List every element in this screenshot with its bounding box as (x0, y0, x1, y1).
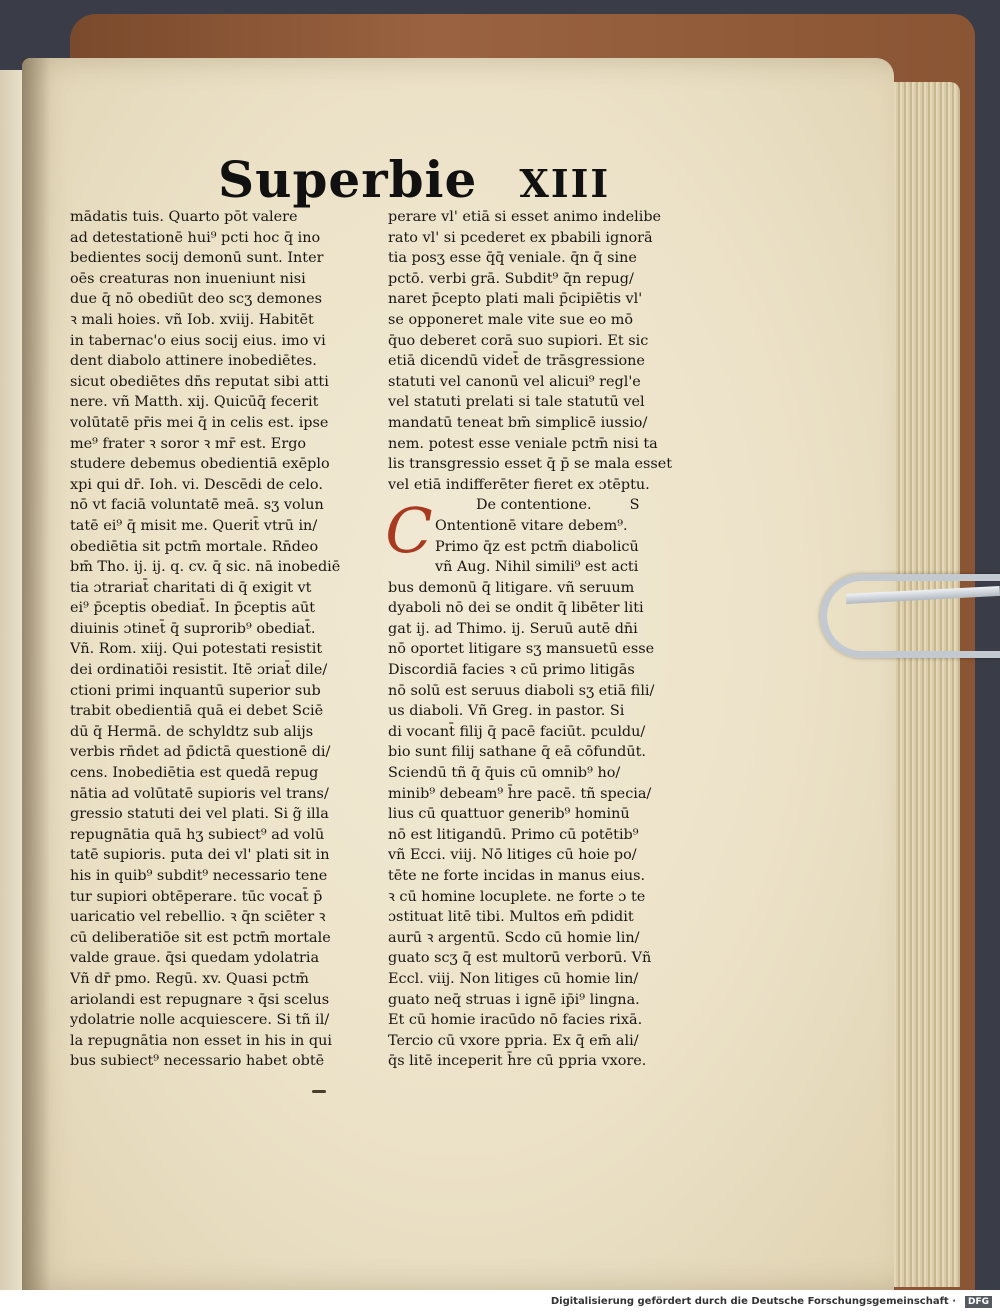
text-line: ad detestationē hui⁹ pcti hoc q̄ ino (70, 229, 321, 246)
text-line: obediētia sit pctm̄ mortale. Rn̄deo (70, 538, 319, 555)
text-line: statuti vel canonū vel alicui⁹ regl'e (388, 373, 641, 390)
text-line: Discordiā facies ꝛ cū primo litigās (388, 662, 635, 679)
running-head-title: Superbie (218, 150, 478, 209)
text-line: lis transgressio esset q̄ p̄ se mala esset (388, 456, 673, 473)
text-line: bedientes socij demonū sunt. Inter (70, 250, 324, 267)
left-text-column (70, 207, 366, 1072)
text-line: Vñ. Rom. xiij. Qui potestati resistit (70, 641, 323, 658)
text-line: studere debemus obedientiā exēplo (70, 456, 330, 473)
rubricated-initial: C (385, 494, 433, 567)
text-line: cens. Inobediētia est quedā repug (70, 765, 319, 782)
text-line: Sciendū tñ q̄ q̄uis cū omnib⁹ ho/ (388, 765, 621, 782)
text-line: ydolatrie nolle acquiescere. Si tñ il/ (70, 1012, 330, 1029)
text-line: dei ordinatiōi resistit. Itē ɔriat̄ dile/ (70, 662, 328, 679)
text-line: nere. vñ Matth. xij. Quicūq̄ fecerit (70, 394, 319, 411)
dfg-logo-icon: DFG (965, 1296, 992, 1308)
text-line: trabit obedientiā quā ei debet Sciē (70, 703, 324, 720)
text-line: ꝛ cū homine locuplete. ne forte ɔ te (388, 888, 646, 905)
right-text-column (385, 207, 688, 1072)
running-head (218, 150, 610, 209)
text-line: nō solū est seruus diaboli sʒ etiā fili/ (388, 682, 655, 699)
text-line: aurū ꝛ argentū. Scdo cū homie lin/ (388, 929, 640, 946)
text-line: ctioni primi inquantū superior sub (70, 682, 321, 699)
text-line: Tercio cū vxore ppria. Ex q̄ em̄ ali/ (388, 1032, 639, 1049)
funding-credit: Digitalisierung gefördert durch die Deutsche Forschungsgemeinschaft · (550, 1296, 956, 1307)
text-line: se opponeret male vite sue eo mō (388, 311, 634, 328)
text-line: pctō. verbi grā. Subdit⁹ q̄n repug/ (388, 270, 634, 287)
text-line: bm̄ Tho. ij. ij. q. cv. q̄ sic. nā inobediē (70, 559, 341, 576)
text-line: me⁹ frater ꝛ soror ꝛ mr̄ est. Ergo (70, 435, 307, 452)
text-line: ꝛ mali hoies. vñ Iob. xviij. Habitēt (70, 311, 314, 328)
text-line: tur supiori obtēperare. tūc vocat̄ p̄ (70, 888, 323, 905)
text-line: nō est litigandū. Primo cū potētib⁹ (388, 826, 639, 843)
text-line: uaricatio vel rebellio. ꝛ q̄n sciēter ꝛ (70, 909, 326, 926)
text-line: tatē supioris. puta dei vl' plati sit in (70, 847, 330, 864)
text-line: in tabernac'o eius socij eius. imo vi (70, 332, 326, 349)
text-line: gressio statuti dei vel plati. Si g̃ illa (70, 806, 329, 823)
text-line: verbis rn̄det ad p̄dictā questionē di/ (70, 744, 331, 761)
text-line: Eccl. viij. Non litiges cū homie lin/ (388, 970, 639, 987)
section-heading: De contentione. (476, 497, 592, 514)
text-line: nō vt faciā voluntatē meā. sʒ volun (70, 497, 324, 514)
text-line: nātia ad volūtatē supioris vel trans/ (70, 785, 329, 802)
printer-mark (312, 1090, 326, 1093)
text-line: vñ Aug. Nihil simili⁹ est acti (435, 559, 639, 576)
text-line: naret p̄cepto plati mali p̄cipiētis vl' (388, 291, 643, 308)
text-line: etiā dicendū videt̄ de trāsgressione (388, 353, 645, 370)
text-line: perare vl' etiā si esset animo indelibe (388, 209, 662, 225)
folio-number: XIII (519, 161, 611, 206)
text-line: dū q̄ Hermā. de schyldtz sub alijs (70, 723, 314, 740)
text-line: tia ɔtrariat̄ charitati di q̄ exigit vt (70, 579, 312, 596)
text-line: valde graue. q̄si quedam ydolatria (70, 950, 320, 967)
text-line: volūtatē pr̄is mei q̄ in celis est. ipse (70, 414, 329, 431)
text-line: ei⁹ p̄ceptis obediat̄. In p̄ceptis aūt (70, 600, 316, 617)
text-line: dent diabolo attinere inobediētes. (70, 353, 317, 370)
text-line: Primo q̄z est pctm̄ diabolicū (435, 538, 639, 555)
text-line: guato neq̄ struas i ignē ip̄i⁹ lingna. (388, 991, 640, 1008)
text-line: tatē ei⁹ q̄ misit me. Querit̄ vtrū in/ (70, 517, 318, 534)
text-line: Vñ dr̄ pmo. Regū. xv. Quasi pctm̄ (70, 970, 309, 987)
text-line: diuinis ɔtinet̄ q̄ suprorib⁹ obediat̄. (70, 620, 316, 637)
text-line: bus demonū q̄ litigare. vñ seruum (388, 579, 635, 596)
text-line: his in quib⁹ subdit⁹ necessario tene (70, 868, 328, 884)
text-line: di vocant̄ filij q̄ pacē faciūt. pculdu/ (388, 723, 646, 740)
text-line: xpi qui dr̄. Ioh. vi. Descēdi de celo. (70, 476, 323, 493)
text-line: repugnātia quā hʒ subiect⁹ ad volū (70, 826, 325, 843)
text-line: cū deliberatiōe sit est pctm̄ mortale (70, 929, 331, 946)
text-line: bio sunt filij sathane q̄ eā cōfundūt. (388, 744, 647, 761)
text-line: q̄uo deberet corā suo supiori. Et sic (388, 332, 649, 349)
text-line: dyaboli nō dei se ondit q̄ libēter liti (388, 600, 644, 617)
text-line: sicut obediētes dn̄s reputat sibi atti (70, 373, 329, 390)
text-line: nem. potest esse veniale pctm̄ nisi ta (388, 435, 658, 452)
text-line: nō oportet litigare sʒ mansuetū esse (388, 641, 655, 658)
text-line: q̄s litē inceperit h̄re cū ppria vxore. (388, 1053, 647, 1070)
page-gutter (22, 58, 50, 1290)
section-mark: S (629, 497, 640, 514)
text-line: guato scʒ q̄ est multorū verborū. Vñ (388, 950, 652, 967)
text-line: ariolandi est repugnare ꝛ q̄si scelus (70, 991, 330, 1008)
text-line: la repugnātia non esset in his in qui (70, 1032, 332, 1049)
text-line: bus subiect⁹ necessario habet obtē (70, 1053, 325, 1070)
text-line: lius cū quattuor generib⁹ hominū (388, 806, 630, 823)
text-line: due q̄ nō obediūt deo scʒ demones (70, 291, 323, 308)
text-line: vel etiā indifferēter fieret ex ɔtēptu. (388, 476, 650, 493)
text-line: Ontentionē vitare debem⁹. (435, 517, 628, 534)
text-line: vñ Ecci. viij. Nō litiges cū hoie po/ (388, 847, 637, 864)
text-line: oēs creaturas non inueniunt nisi (70, 270, 306, 287)
text-line: mādatis tuis. Quarto pōt valere (70, 209, 298, 225)
text-line: ɔstituat litē tibi. Multos em̄ pdidit (388, 909, 634, 926)
text-line: vel statuti prelati si tale statutū vel (388, 394, 645, 411)
text-line: gat ij. ad Thimo. ij. Seruū autē dn̄i (388, 620, 638, 637)
text-line: minib⁹ debeam⁹ h̄re pacē. tñ specia/ (388, 785, 652, 802)
text-line: tia posʒ esse q̄q̄ veniale. q̄n q̄ sine (388, 250, 637, 267)
text-line: us diaboli. Vñ Greg. in pastor. Si (388, 703, 625, 720)
text-line: rato vl' si pcederet ex pbabili ignorā (388, 229, 653, 246)
section-heading-line (388, 495, 688, 516)
text-line: Et cū homie iracūdo nō facies rixā. (388, 1012, 643, 1029)
text-line: mandatū teneat bm̄ simplicē iussio/ (388, 414, 648, 431)
text-line: tēte ne forte incidas in manus eius. (388, 868, 646, 884)
